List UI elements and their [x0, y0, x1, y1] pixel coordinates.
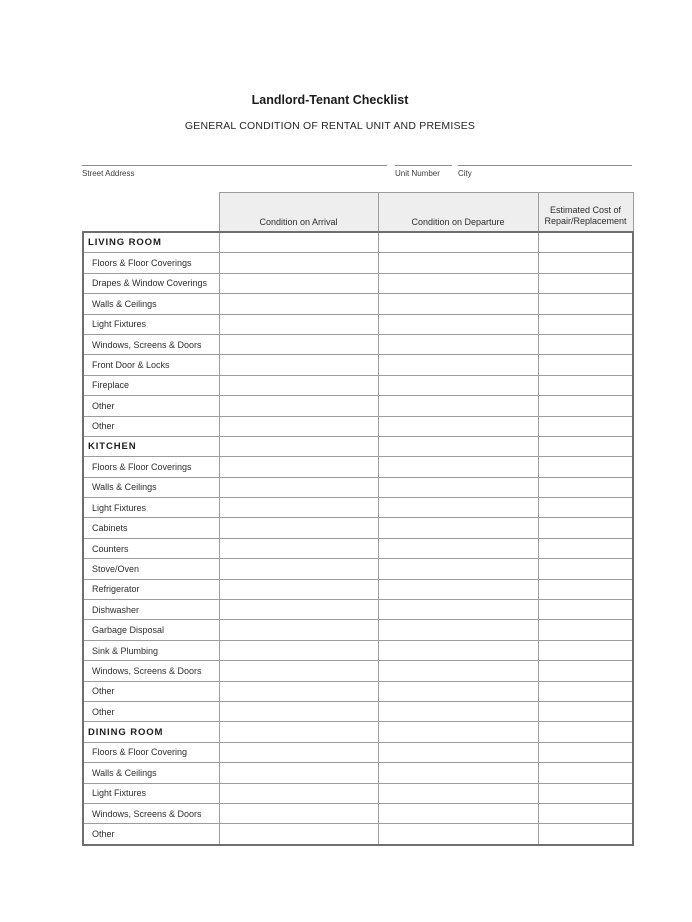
- corner-blank-cell: [83, 193, 219, 233]
- item-label: Cabinets: [83, 518, 219, 538]
- entry-cell[interactable]: [219, 763, 378, 783]
- entry-cell[interactable]: [378, 355, 538, 375]
- entry-cell[interactable]: [219, 498, 378, 518]
- entry-cell[interactable]: [538, 620, 633, 640]
- city-label: City: [458, 169, 472, 178]
- item-label: Counters: [83, 538, 219, 558]
- entry-cell[interactable]: [378, 232, 538, 253]
- entry-cell[interactable]: [219, 314, 378, 334]
- item-row: [83, 253, 633, 273]
- entry-cell[interactable]: [378, 457, 538, 477]
- entry-cell[interactable]: [378, 600, 538, 620]
- entry-cell[interactable]: [219, 559, 378, 579]
- entry-cell[interactable]: [538, 518, 633, 538]
- entry-cell[interactable]: [378, 640, 538, 660]
- entry-cell[interactable]: [538, 314, 633, 334]
- item-row: [83, 681, 633, 701]
- entry-cell[interactable]: [538, 273, 633, 293]
- entry-cell[interactable]: [219, 436, 378, 456]
- section-row: [83, 436, 633, 456]
- item-row: [83, 620, 633, 640]
- entry-cell[interactable]: [219, 457, 378, 477]
- entry-cell[interactable]: [378, 701, 538, 721]
- entry-cell[interactable]: [219, 232, 378, 253]
- entry-cell[interactable]: [378, 436, 538, 456]
- entry-cell[interactable]: [538, 477, 633, 497]
- item-row: [83, 661, 633, 681]
- city-field[interactable]: [458, 165, 632, 184]
- item-row: [83, 763, 633, 783]
- entry-cell[interactable]: [378, 477, 538, 497]
- item-label: Garbage Disposal: [83, 620, 219, 640]
- entry-cell[interactable]: [219, 518, 378, 538]
- entry-cell[interactable]: [378, 416, 538, 436]
- entry-cell[interactable]: [538, 294, 633, 314]
- entry-cell[interactable]: [538, 824, 633, 845]
- section-label: LIVING ROOM: [83, 232, 219, 253]
- entry-cell[interactable]: [219, 803, 378, 823]
- item-label: Front Door & Locks: [83, 355, 219, 375]
- entry-cell[interactable]: [538, 722, 633, 742]
- page-subtitle: GENERAL CONDITION OF RENTAL UNIT AND PREMISES: [184, 120, 476, 132]
- entry-cell[interactable]: [219, 783, 378, 803]
- entry-cell[interactable]: [538, 640, 633, 660]
- item-row: [83, 334, 633, 354]
- unit-number-label: Unit Number: [395, 169, 440, 178]
- entry-cell[interactable]: [219, 681, 378, 701]
- entry-cell[interactable]: [378, 803, 538, 823]
- entry-cell[interactable]: [378, 661, 538, 681]
- entry-cell[interactable]: [538, 559, 633, 579]
- entry-cell[interactable]: [538, 763, 633, 783]
- entry-cell[interactable]: [538, 783, 633, 803]
- entry-cell[interactable]: [538, 457, 633, 477]
- item-label: Windows, Screens & Doors: [83, 803, 219, 823]
- header-row: [83, 193, 633, 233]
- entry-cell[interactable]: [219, 722, 378, 742]
- entry-cell[interactable]: [378, 375, 538, 395]
- entry-cell[interactable]: [378, 518, 538, 538]
- item-row: [83, 600, 633, 620]
- item-row: [83, 783, 633, 803]
- entry-cell[interactable]: [219, 273, 378, 293]
- entry-cell[interactable]: [538, 742, 633, 762]
- entry-cell[interactable]: [219, 355, 378, 375]
- entry-cell[interactable]: [538, 396, 633, 416]
- item-label: Stove/Oven: [83, 559, 219, 579]
- item-row: [83, 294, 633, 314]
- item-row: [83, 273, 633, 293]
- entry-cell[interactable]: [378, 722, 538, 742]
- entry-cell[interactable]: [538, 498, 633, 518]
- item-label: Floors & Floor Coverings: [83, 457, 219, 477]
- section-label: DINING ROOM: [83, 722, 219, 742]
- item-label: Floors & Floor Covering: [83, 742, 219, 762]
- entry-cell[interactable]: [538, 661, 633, 681]
- entry-cell[interactable]: [538, 538, 633, 558]
- entry-cell[interactable]: [538, 436, 633, 456]
- entry-cell[interactable]: [538, 416, 633, 436]
- entry-cell[interactable]: [378, 538, 538, 558]
- item-row: [83, 416, 633, 436]
- entry-cell[interactable]: [219, 375, 378, 395]
- item-label: Other: [83, 824, 219, 845]
- street-address-label: Street Address: [82, 169, 135, 178]
- item-label: Other: [83, 701, 219, 721]
- item-label: Other: [83, 416, 219, 436]
- item-row: [83, 518, 633, 538]
- entry-cell[interactable]: [378, 334, 538, 354]
- checklist-table-head: [83, 193, 633, 233]
- entry-cell[interactable]: [219, 294, 378, 314]
- entry-cell[interactable]: [538, 701, 633, 721]
- item-row: [83, 640, 633, 660]
- entry-cell[interactable]: [378, 273, 538, 293]
- item-row: [83, 538, 633, 558]
- item-row: [83, 579, 633, 599]
- street-address-field[interactable]: [82, 165, 387, 184]
- item-label: Drapes & Window Coverings: [83, 273, 219, 293]
- entry-cell[interactable]: [378, 824, 538, 845]
- entry-cell[interactable]: [378, 294, 538, 314]
- entry-cell[interactable]: [538, 355, 633, 375]
- entry-cell[interactable]: [538, 232, 633, 253]
- item-label: Floors & Floor Coverings: [83, 253, 219, 273]
- item-label: Walls & Ceilings: [83, 477, 219, 497]
- entry-cell[interactable]: [378, 498, 538, 518]
- entry-cell[interactable]: [219, 620, 378, 640]
- item-row: [83, 824, 633, 845]
- item-label: Refrigerator: [83, 579, 219, 599]
- entry-cell[interactable]: [219, 661, 378, 681]
- entry-cell[interactable]: [219, 396, 378, 416]
- item-row: [83, 803, 633, 823]
- column-header-departure: Condition on Departure: [378, 193, 538, 233]
- entry-cell[interactable]: [378, 681, 538, 701]
- entry-cell[interactable]: [219, 579, 378, 599]
- item-label: Fireplace: [83, 375, 219, 395]
- item-label: Other: [83, 396, 219, 416]
- item-label: Sink & Plumbing: [83, 640, 219, 660]
- entry-cell[interactable]: [378, 559, 538, 579]
- checklist-table-body: [83, 232, 633, 845]
- item-row: [83, 396, 633, 416]
- entry-cell[interactable]: [538, 334, 633, 354]
- item-row: [83, 314, 633, 334]
- entry-cell[interactable]: [538, 681, 633, 701]
- entry-cell[interactable]: [378, 763, 538, 783]
- column-header-arrival: Condition on Arrival: [219, 193, 378, 233]
- column-header-estimated-cost: Estimated Cost of Repair/Replacement: [538, 193, 633, 233]
- entry-cell[interactable]: [378, 314, 538, 334]
- entry-cell[interactable]: [538, 579, 633, 599]
- item-row: [83, 477, 633, 497]
- item-row: [83, 559, 633, 579]
- entry-cell[interactable]: [219, 701, 378, 721]
- entry-cell[interactable]: [219, 600, 378, 620]
- item-row: [83, 701, 633, 721]
- entry-cell[interactable]: [219, 334, 378, 354]
- section-label: KITCHEN: [83, 436, 219, 456]
- entry-cell[interactable]: [219, 477, 378, 497]
- item-label: Light Fixtures: [83, 783, 219, 803]
- item-row: [83, 375, 633, 395]
- item-row: [83, 498, 633, 518]
- unit-number-field[interactable]: [395, 165, 452, 184]
- item-label: Light Fixtures: [83, 498, 219, 518]
- entry-cell[interactable]: [378, 783, 538, 803]
- entry-cell[interactable]: [378, 396, 538, 416]
- item-label: Dishwasher: [83, 600, 219, 620]
- item-label: Light Fixtures: [83, 314, 219, 334]
- entry-cell[interactable]: [219, 253, 378, 273]
- entry-cell[interactable]: [378, 253, 538, 273]
- entry-cell[interactable]: [378, 620, 538, 640]
- entry-cell[interactable]: [219, 416, 378, 436]
- entry-cell[interactable]: [378, 742, 538, 762]
- entry-cell[interactable]: [219, 742, 378, 762]
- entry-cell[interactable]: [219, 538, 378, 558]
- section-row: [83, 232, 633, 253]
- entry-cell[interactable]: [378, 579, 538, 599]
- entry-cell[interactable]: [219, 824, 378, 845]
- item-label: Other: [83, 681, 219, 701]
- item-label: Walls & Ceilings: [83, 294, 219, 314]
- item-label: Windows, Screens & Doors: [83, 334, 219, 354]
- item-label: Walls & Ceilings: [83, 763, 219, 783]
- item-row: [83, 457, 633, 477]
- entry-cell[interactable]: [538, 803, 633, 823]
- entry-cell[interactable]: [538, 375, 633, 395]
- condition-checklist-table: [82, 192, 634, 846]
- section-row: [83, 722, 633, 742]
- page-title: Landlord-Tenant Checklist: [251, 93, 409, 107]
- item-label: Windows, Screens & Doors: [83, 661, 219, 681]
- entry-cell[interactable]: [538, 600, 633, 620]
- entry-cell[interactable]: [219, 640, 378, 660]
- item-row: [83, 742, 633, 762]
- item-row: [83, 355, 633, 375]
- entry-cell[interactable]: [538, 253, 633, 273]
